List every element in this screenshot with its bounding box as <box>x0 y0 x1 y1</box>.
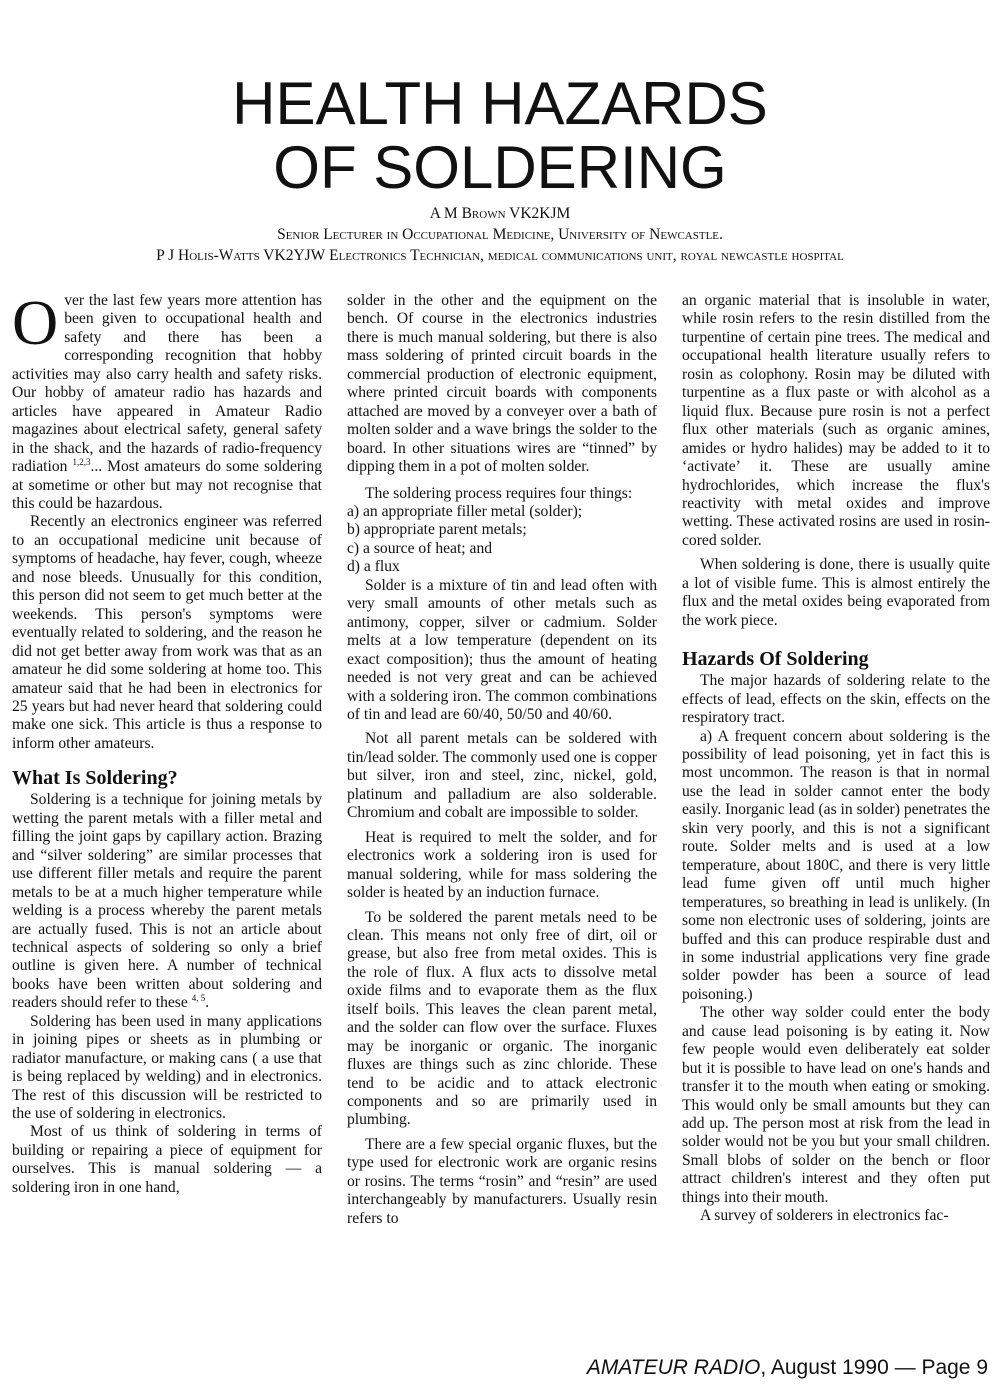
paragraph: solder in the other and the equipment on the bench. Of course in the electronics industries there is much manual soldering, but there is also mass soldering of printed circuit boards in the commercial production of electronic equipment, where printed circuit boards with components attached are moved by a conveyer over a bath of molten solder and a wave brings the solder to the board. In other situations wires are “tinned” by dipping them in a pot of molten solder. <box>347 292 657 476</box>
paragraph: To be soldered the parent metals need to be clean. This means not only free of dirt, oil or grease, but also free from metal oxides. This is the role of flux. A flux acts to dissolve metal oxide films and to evaporate them as the flux itself boils. This leaves the clean parent metal, and the solder can flow over the surface. Fluxes may be inorganic or organic. The inorganic fluxes are things such as zinc chloride. These tend to be acidic and to attack electronic components and so are primarily used in plumbing. <box>347 908 657 1129</box>
author-2-line <box>0 245 1000 266</box>
byline <box>0 203 1000 266</box>
paragraph: Over the last few years more attention has been given to occupational health and safety and there has been a corresponding recognition that hobby activities may also carry health and safety risks. Our hobby of amateur radio has hazards and articles have appeared in Amateur Radio magazines about electrical safety, general safety in the shack, and the hazards of radio-frequency radiation $^{1,2,3}$... Most amateurs do some soldering at sometime or other but may not recognise that this could be hazardous. <box>12 287 322 512</box>
author-1: A M Brown VK2KJM <box>429 205 571 222</box>
paragraph: A survey of solderers in electronics fac- <box>700 1207 949 1225</box>
title-line-1: HEALTH HAZARDS <box>232 70 768 137</box>
paragraph: Soldering has been used in many applications in joining pipes or sheets as in plumbing or radiator manufacture, or making cans ( a use that is being replaced by welding) and in electronics. The rest of this discussion will be restricted to the use of soldering in electronics. <box>12 1012 322 1123</box>
magazine-name: AMATEUR RADIO <box>586 1356 761 1379</box>
list-item: a) an appropriate filler metal (solder); <box>347 502 583 520</box>
column-1 <box>12 287 322 1197</box>
paragraph: Most of us think of soldering in terms of building or repairing a piece of equipment for ourselves. This is manual soldering — a soldering iron in one hand, <box>12 1123 322 1196</box>
paragraph: The soldering process requires four things: <box>365 484 633 502</box>
paragraph: Heat is required to melt the solder, and for electronics work a soldering iron is used for manual soldering, while for mass soldering the solder is heated by an induction furnace. <box>347 828 657 902</box>
paragraph: Recently an electronics engineer was referred to an occupational medicine unit because of symptoms of headache, hay fever, cough, wheeze and nose bleeds. Unusually for this condition, this person did not seem to get much better at the weekends. This person's symptoms were eventually related to soldering, and the reason he did not get better away from work was that as an amateur he did some soldering at home too. This amateur said that he had been in electronics for 25 years but had never heard that soldering could make one sick. This article is thus a response to inform other amateurs. <box>12 513 322 752</box>
article-title <box>0 72 1000 200</box>
title-line-2: OF SOLDERING <box>273 134 727 201</box>
paragraph: Not all parent metals can be soldered with tin/lead solder. The commonly used one is copper but silver, iron and steel, zinc, nickel, gold, platinum and palladium are also solderable. Chromium and cobalt are impossible to solder. <box>347 730 657 822</box>
list-item: d) a flux <box>347 558 400 576</box>
paragraph: Solder is a mixture of tin and lead often with very small amounts of other metals such as antimony, copper, silver or cadmium. Solder melts at a low temperature (dependent on its exact composition); thus the amount of heating needed is not very great and can be achieved with a soldering iron. The common combinations of tin and lead are 60/40, 50/50 and 40/60. <box>347 576 657 723</box>
section-heading: What Is Soldering? <box>12 767 178 790</box>
paragraph: Soldering is a technique for joining metals by wetting the parent metals with a filler metal and filling the joint gaps by capillary action. Brazing and “silver soldering” are similar processes that use different filler metals and require the parent metals to be at a much higher temperature while welding is a process whereby the parent metals are actually fused. This is not an article about technical aspects of soldering so only a brief outline is given here. A number of technical books have been written about soldering and readers should refer to these $^{4, 5}$. <box>12 791 322 1012</box>
paragraph: When soldering is done, there is usually quite a lot of visible fume. This is almost entirely the flux and the metal oxides being evaporated from the work piece. <box>682 556 990 629</box>
author-2: P J Holis-Watts VK2YJW <box>156 247 326 264</box>
page-footer <box>587 1355 988 1381</box>
issue-and-page: , August 1990 — Page 9 <box>760 1356 988 1379</box>
footnote-ref: 4, 5 <box>191 993 206 1004</box>
list-item: b) appropriate parent metals; <box>347 521 527 539</box>
affiliation-2: Electronics Technician, medical communications unit, royal newcastle hospital <box>329 247 844 264</box>
section-heading: Hazards Of Soldering <box>682 648 869 671</box>
column-3 <box>682 292 990 1226</box>
paragraph: an organic material that is insoluble in water, while rosin refers to the resin distilled from the turpentine of certain pine trees. The medical and occupational health literature usually refers to rosin as colophony. Rosin may be diluted with turpentine as a flux paste or with alcohol as a liquid flux. Because pure rosin is not a perfect flux other materials (such as organic amines, amides or hydro halides) may be added to it to ‘activate’ it. These are usually amine hydrochlorides, which increase the flux's reactivity with metal oxides and improve wetting. These activated rosins are used in rosin-cored solder. <box>682 292 990 549</box>
affiliation-1: Senior Lecturer in Occupational Medicine, University of Newcastle. <box>277 226 723 243</box>
drop-cap: O <box>12 287 59 358</box>
paragraph: The other way solder could enter the body and cause lead poisoning is by eating it. Now few people would even deliberately eat solder but it is possible to have lead on one's hands and transfer it to the mouth when eating or smoking. This would only be small amounts but they can add up. The person most at risk from the lead in solder would not be you but your small children. Small blobs of solder on the bench or floor attract children's interest and they often put things into their mouth. <box>682 1004 990 1206</box>
list-item: c) a source of heat; and <box>347 539 493 557</box>
paragraph: There are a few special organic fluxes, but the type used for electronic work are organic resins or rosins. The terms “rosin” and “resin” are used interchangeably by manufacturers. Usually resin refers to <box>347 1135 657 1227</box>
paragraph: The major hazards of soldering relate to the effects of lead, effects on the skin, effects on the respiratory tract. <box>682 672 990 727</box>
column-2 <box>347 292 657 1228</box>
paragraph: a) A frequent concern about soldering is the possibility of lead poisoning, yet in fact this is most uncommon. The reason is that in normal use the lead in solder cannot enter the body easily. Inorganic lead (as in solder) penetrates the skin very poorly, and this is not a significant route. Solder melts and is used at a low temperature, about 180C, and there is very little lead fume given off until much higher temperatures, so breathing in lead is unlikely. (In some non electronic uses of soldering, joints are buffed and this can produce respirable dust and in some industrial applications very fine grade solder powder has been a source of lead poisoning.) <box>682 727 990 1003</box>
footnote-ref: 1,2,3 <box>72 456 91 467</box>
